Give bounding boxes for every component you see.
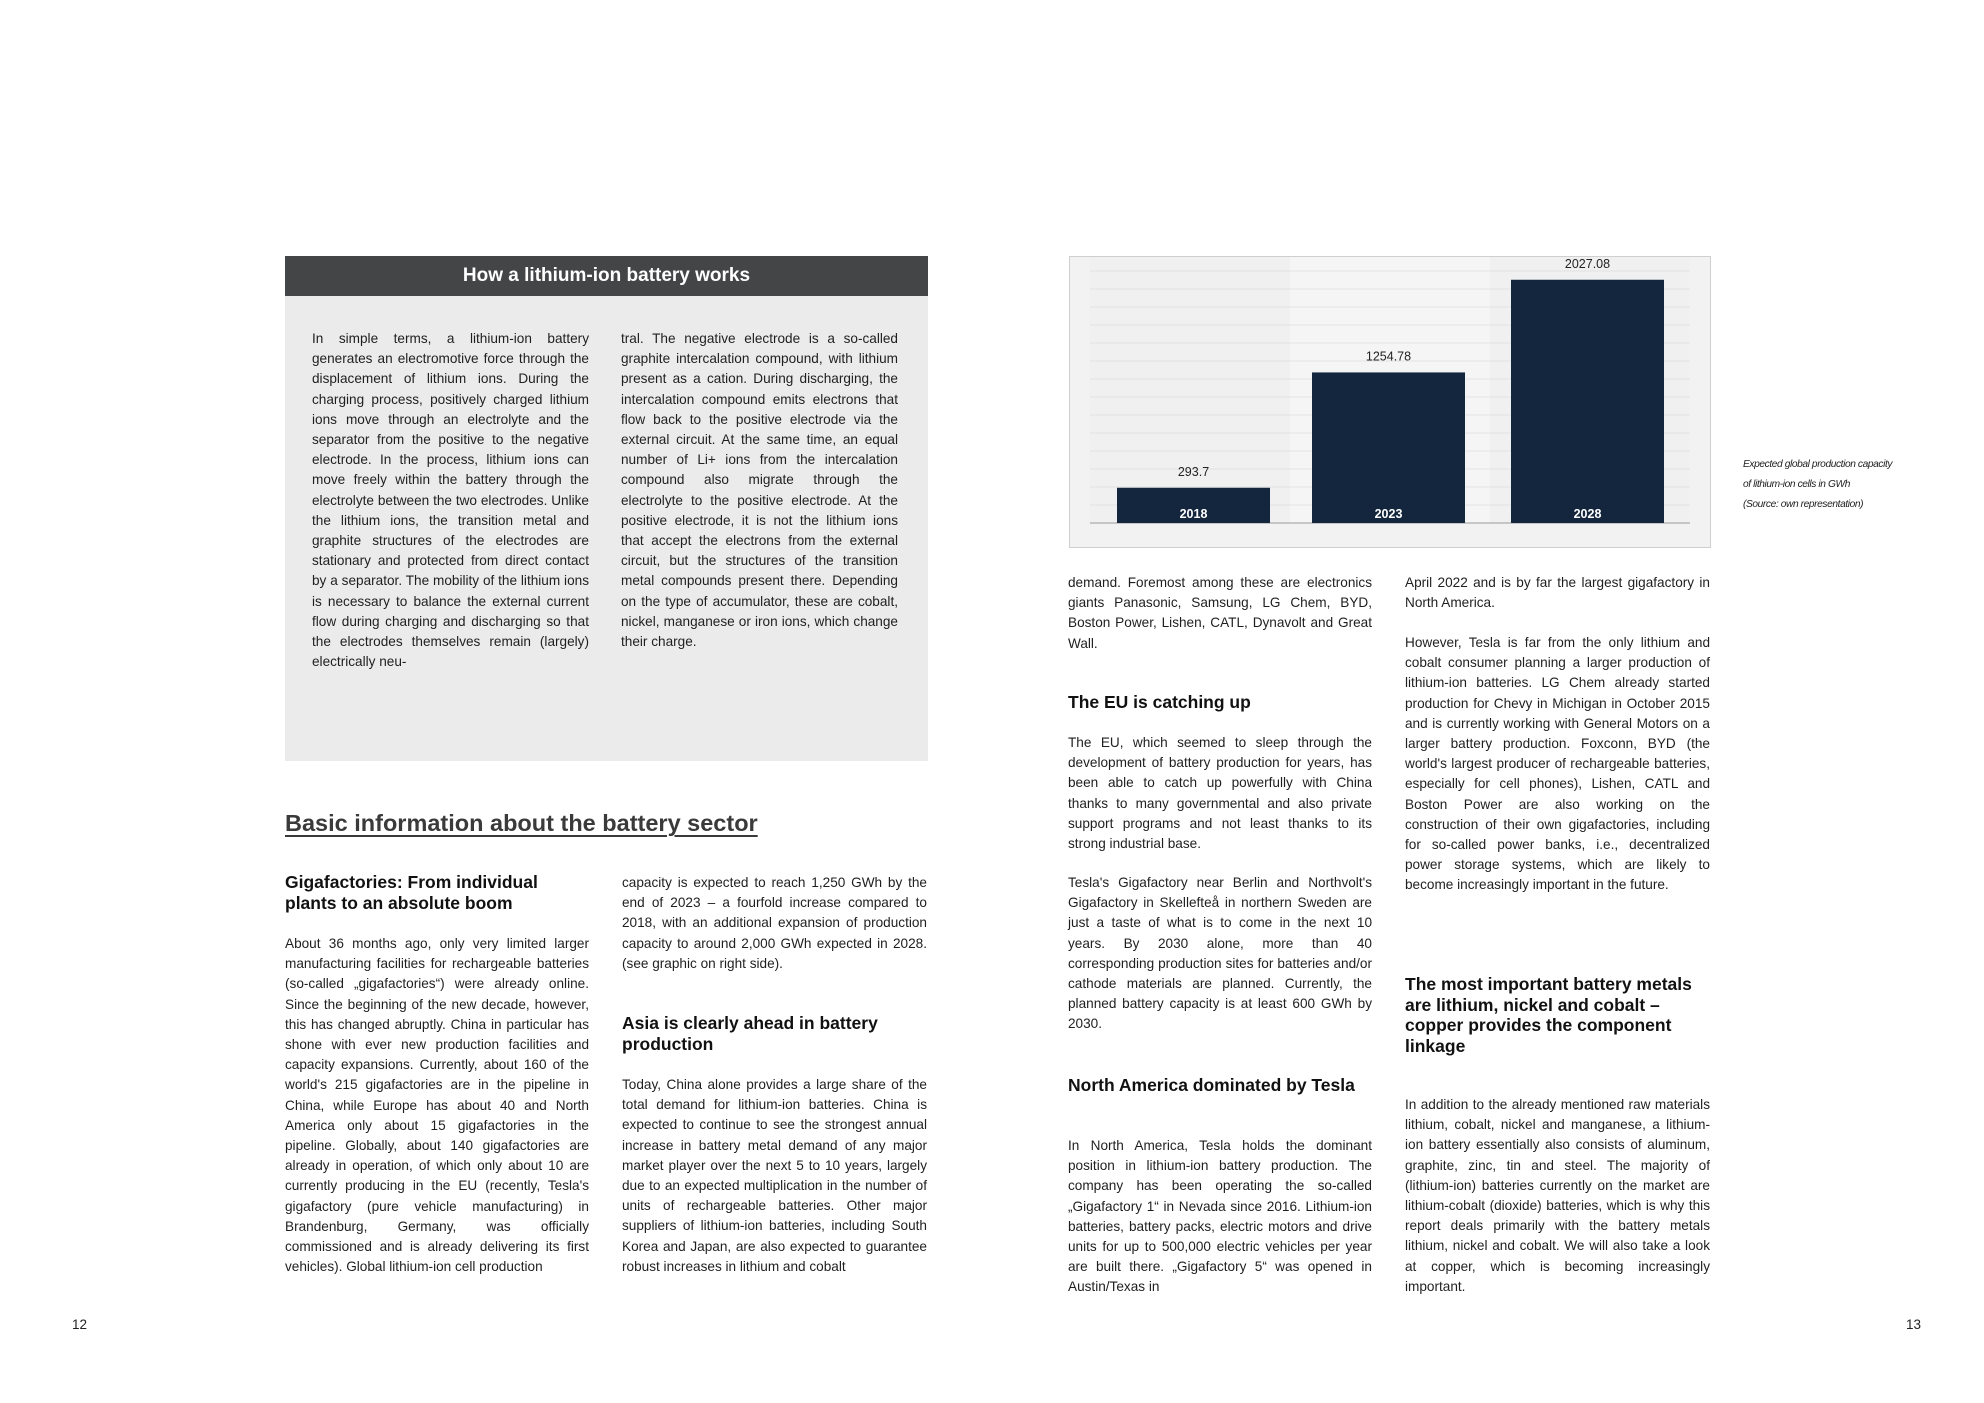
chart-panel (1090, 257, 1290, 523)
metals-text: In addition to the already mentioned raw materials lithium, cobalt, nickel and manganese, a lithium-ion battery essentially also consists of aluminum, graphite, zinc, tin and steel. The majority of (lithium-ion) batteries currently on the market are lithium-cobalt (dioxide) batteries, which is why this report deals primarily with the battery metals lithium, nickel and cobalt. We will also take a look at copper, which is becoming increasingly important. (1405, 1097, 1710, 1294)
info-box-title: How a lithium-ion battery works (285, 256, 928, 296)
chart-value-label-2023: 1254.78 (1365, 349, 1412, 364)
section-title: Basic information about the battery sector (285, 810, 758, 836)
north-america-text: In North America, Tesla holds the dominant position in lithium-ion battery production. The company has been operating the so-called „Gigafactory 1“ in Nevada since 2016. Lithium-ion batteries, battery packs, electric motors and drive units for up to 500,000 electric vehicles per year are built there. „Gigafactory 5“ was opened in Austin/Texas in (1068, 1138, 1372, 1295)
chart-value-label-2028: 2027.08 (1564, 257, 1611, 271)
chart-category-label-2023: 2023 (1374, 507, 1403, 521)
chart-category-label-2018: 2018 (1179, 507, 1208, 521)
north-america-heading: North America dominated by Tesla (1068, 1075, 1355, 1095)
chart-category-label-2028: 2028 (1573, 507, 1602, 521)
asia-heading: Asia is clearly ahead in battery production (622, 1013, 878, 1054)
chart-caption-line2: of lithium-ion cells in GWh (1743, 479, 1850, 491)
capacity-chart (1069, 256, 1711, 548)
eu-heading: The EU is catching up (1068, 692, 1251, 712)
capacity-chart-svg (1070, 257, 1712, 549)
north-america-text-cont: April 2022 and is by far the largest gigafactory in North America. (1405, 575, 1710, 611)
asia-text: Today, China alone provides a large share of the total demand for lithium-ion batteries. China is expected to continue to see the strongest annual increase in battery metal demand of any major market player over the next 5 to 10 years, largely due to an expected multiplication in the number of units of rechargeable batteries. Other major suppliers of lithium-ion batteries, including South Korea and Japan, are also expected to guarantee robust increases in lithium and cobalt (622, 1077, 927, 1274)
info-box (285, 256, 928, 761)
gigafactories-text: About 36 months ago, only very limited larger manufacturing facilities for rechargeable batteries (so-called „gigafactories“) were already online. Since the beginning of the new decade, however, this has changed abruptly. China in particular has shone with ever new production facilities and capacity expansions. Currently, about 160 of the world's 215 gigafactories are in the pipeline in China, while Europe has about 40 and North America only about 15 gigafactories in the pipeline. Globally, about 140 gigafactories are already in operation, of which only about 10 are currently producing in the EU (recently, Tesla's gigafactory (pure vehicle manufacturing) in Brandenburg, Germany, was officially commissioned and is already delivering its first vehicles). Global lithium-ion cell production (285, 936, 589, 1275)
gigafactories-heading: Gigafactories: From individual plants to an absolute boom (285, 872, 538, 913)
metals-heading: The most important battery metals are lithium, nickel and cobalt – copper provides the component linkage (1405, 974, 1692, 1056)
page-number-right: 13 (1906, 1317, 1922, 1332)
chart-caption-line1: Expected global production capacity (1743, 459, 1893, 470)
eu-text-2: Tesla's Gigafactory near Berlin and Northvolt's Gigafactory in Skellefteå in northern Sweden are just a taste of what is to come in the next 10 years. By 2030 alone, more than 40 corresponding production sites for batteries and/or cathode materials are planned. Currently, the planned battery capacity is at least 600 GWh by 2030. (1068, 875, 1372, 1032)
info-box-col2: tral. The negative electrode is a so-called graphite intercalation compound, with lithium present as a cation. During discharging, the intercalation compound emits electrons that flow back to the positive electrode via the external circuit. At the same time, an equal number of Li+ ions from the intercalation compound also migrate through the electrolyte to the positive electrode. At the positive electrode, it is not the lithium ions that accept the electrons from the external circuit, but the structures of the transition metal compounds present there. Depending on the type of accumulator, these are cobalt, nickel, manganese or iron ions, which change their charge. (621, 331, 898, 650)
chart-bar-2023 (1312, 372, 1465, 523)
gigafactories-text-cont: capacity is expected to reach 1,250 GWh by the end of 2023 – a fourfold increase compared to 2018, with an additional expansion of production capacity to around 2,000 GWh expected in 2028. (see graphic on right side). (622, 875, 927, 971)
chart-caption (1743, 455, 1933, 516)
page-number-left: 12 (72, 1317, 88, 1332)
chart-caption-line3: (Source: own representation) (1743, 499, 1864, 511)
eu-text-1: The EU, which seemed to sleep through the development of battery production for years, has been able to catch up powerfully with China thanks to many governmental and also private support programs and not least thanks to its strong industrial base. (1068, 735, 1372, 852)
demand-cont-text: demand. Foremost among these are electronics giants Panasonic, Samsung, LG Chem, BYD, Boston Power, Lishen, CATL, Dynavolt and Great Wall. (1068, 575, 1372, 651)
north-america-text-2: However, Tesla is far from the only lithium and cobalt consumer planning a larger production of lithium-ion batteries. LG Chem already started production for Chevy in Michigan in October 2015 and is currently working with General Motors on a larger battery production. Foxconn, BYD (the world's largest producer of rechargeable batteries, especially for cell phones), Lishen, CATL and Boston Power are also working on the construction of their own gigafactories, including for so-called power banks, i.e., decentralized power storage systems, which are likely to become increasingly important in the future. (1405, 635, 1710, 893)
info-box-col1: In simple terms, a lithium-ion battery generates an electromotive force through the displacement of lithium ions. During the charging process, positively charged lithium ions move through an electrolyte and the separator from the positive to the negative electrode. In the process, lithium ions can move freely within the battery through the electrolyte between the two electrodes. Unlike the lithium ions, the transition metal and graphite structures of the electrodes are stationary and protected from direct contact by a separator. The mobility of the lithium ions is necessary to balance the external current flow during charging and discharging so that the electrodes themselves remain (largely) electrically neu- (312, 331, 589, 670)
chart-value-label-2018: 293.7 (1177, 464, 1210, 479)
chart-bar-2028 (1511, 280, 1664, 523)
